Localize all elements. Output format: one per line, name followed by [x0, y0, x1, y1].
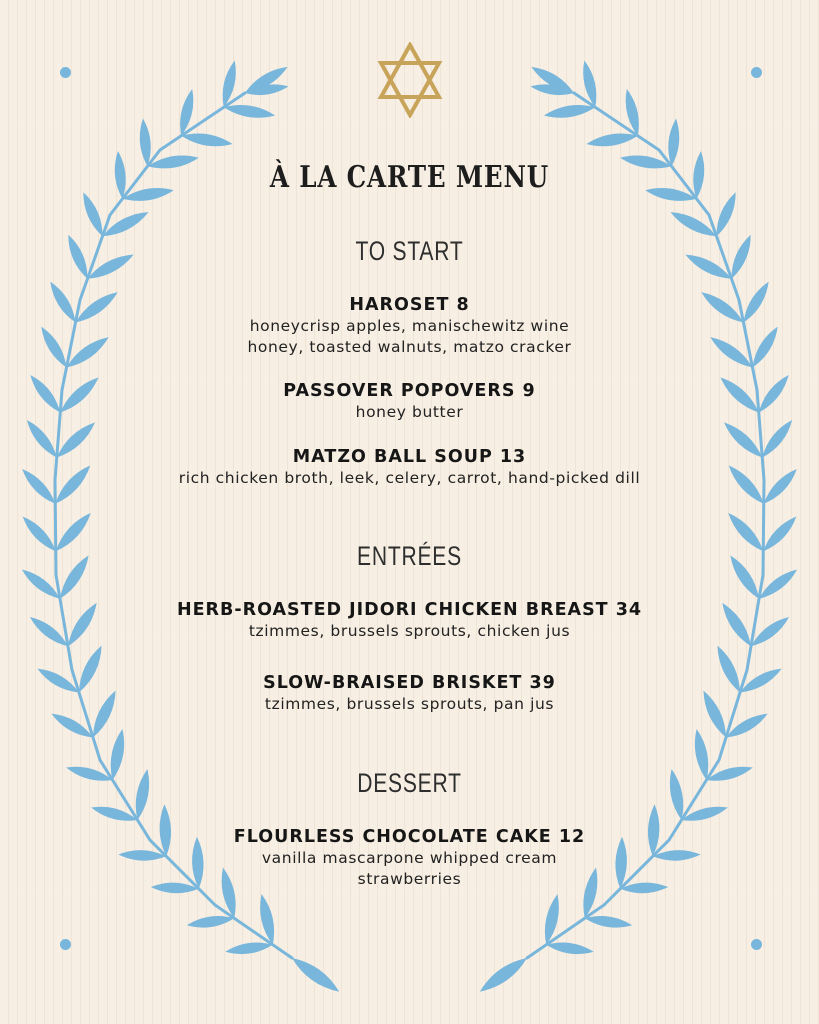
item-name: MATZO BALL SOUP 13	[292, 447, 527, 467]
menu-item-brisket	[0, 672, 819, 715]
item-description: rich chicken broth, leek, celery, carrot, hand-picked dill	[178, 469, 641, 487]
section-heading-starters: TO START	[355, 236, 464, 266]
menu-title: À LA CARTE MENU	[269, 160, 550, 195]
item-description: tzimmes, brussels sprouts, chicken jus	[248, 622, 571, 640]
section-heading-dessert: DESSERT	[357, 768, 462, 798]
item-description: honeycrisp apples, manischewitz wine	[249, 317, 570, 335]
item-description: honey butter	[355, 403, 464, 421]
item-name: HERB-ROASTED JIDORI CHICKEN BREAST 34	[176, 600, 643, 620]
section-heading-entrees: ENTRÉES	[357, 541, 462, 571]
menu-item-passover-popovers	[0, 380, 819, 423]
item-description: honey, toasted walnuts, matzo cracker	[247, 338, 572, 356]
menu-item-jidori-chicken	[0, 599, 819, 642]
item-name: PASSOVER POPOVERS 9	[283, 381, 536, 401]
menu-item-haroset	[0, 294, 819, 358]
star-of-david-icon	[377, 42, 443, 118]
menu-item-matzo-ball-soup	[0, 446, 819, 489]
menu-item-chocolate-cake	[0, 826, 819, 890]
item-name: SLOW-BRAISED BRISKET 39	[263, 673, 556, 693]
item-name: HAROSET 8	[349, 295, 470, 315]
item-description: tzimmes, brussels sprouts, pan jus	[264, 695, 555, 713]
item-description: vanilla mascarpone whipped cream	[261, 849, 558, 867]
item-name: FLOURLESS CHOCOLATE CAKE 12	[233, 827, 586, 847]
item-description: strawberries	[357, 870, 462, 888]
